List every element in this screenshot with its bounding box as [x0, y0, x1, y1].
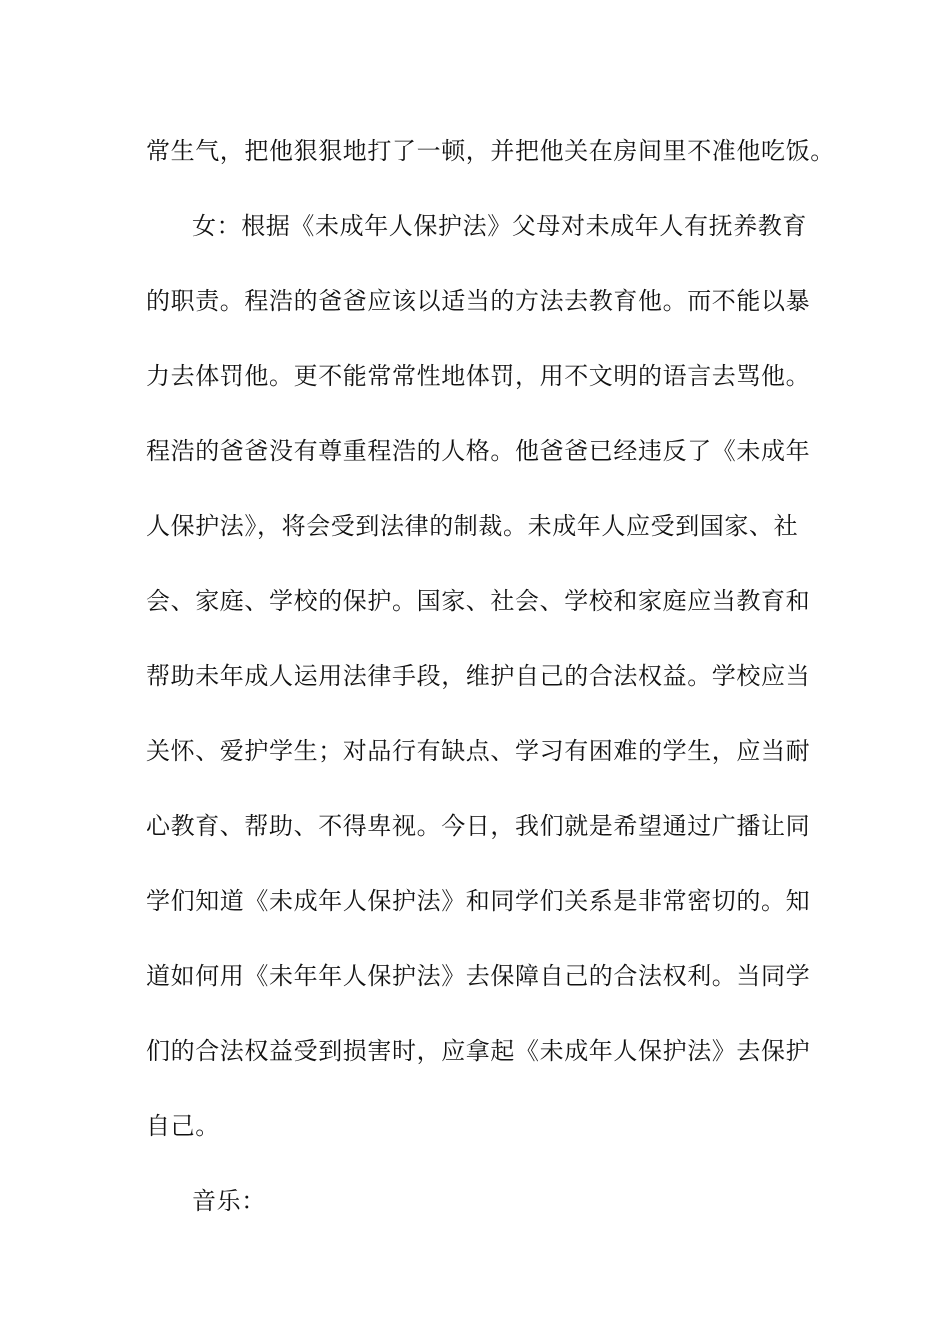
text-line: 女：根据《未成年人保护法》父母对未成年人有抚养教育: [192, 212, 807, 240]
text-line: 自己。: [146, 1112, 220, 1140]
text-line: 常生气，把他狠狠地打了一顿，并把他关在房间里不准他吃饭。: [146, 137, 835, 165]
text-line: 音乐：: [192, 1187, 266, 1215]
text-line: 会、家庭、学校的保护。国家、社会、学校和家庭应当教育和: [146, 587, 811, 615]
text-line: 力去体罚他。更不能常常性地体罚，用不文明的语言去骂他。: [146, 362, 811, 390]
text-line: 人保护法》，将会受到法律的制裁。未成年人应受到国家、社: [146, 512, 799, 540]
text-line: 程浩的爸爸没有尊重程浩的人格。他爸爸已经违反了《未成年: [146, 437, 811, 465]
text-line: 学们知道《未成年人保护法》和同学们关系是非常密切的。知: [146, 887, 811, 915]
text-line: 们的合法权益受到损害时，应拿起《未成年人保护法》去保护: [146, 1037, 811, 1065]
text-line: 关怀、爱护学生；对品行有缺点、学习有困难的学生，应当耐: [146, 737, 811, 765]
text-line: 的职责。程浩的爸爸应该以适当的方法去教育他。而不能以暴: [146, 287, 811, 315]
text-line: 心教育、帮助、不得卑视。今日，我们就是希望通过广播让同: [146, 812, 811, 840]
text-line: 道如何用《未年年人保护法》去保障自己的合法权利。当同学: [146, 962, 811, 990]
text-line: 帮助未年成人运用法律手段，维护自己的合法权益。学校应当: [146, 662, 811, 690]
